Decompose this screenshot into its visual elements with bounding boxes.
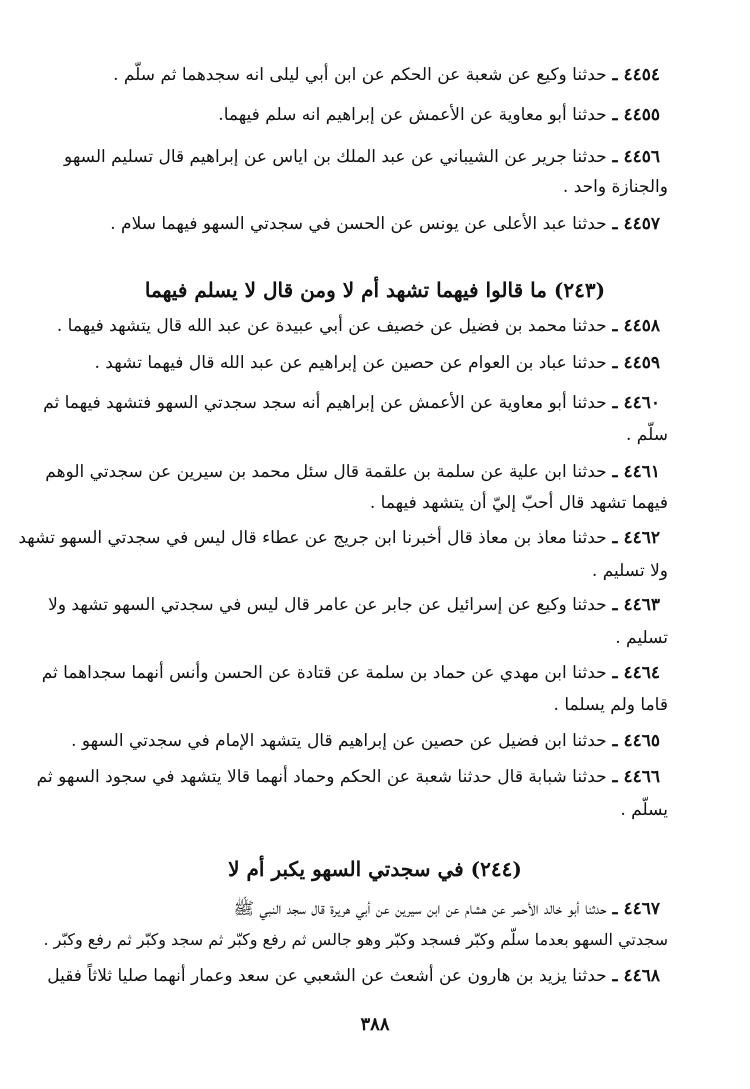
entry-4455-line-1: ٤٤٥٥ ـ حدثنا أبو معاوية عن الأعمش عن إبراهيم انه سلم فيهما. (218, 105, 660, 125)
entry-4459-line-1: ٤٤٥٩ ـ حدثنا عباد بن العوام عن حصين عن إبراهيم عن عبد الله قال فيهما تشهد . (94, 353, 660, 373)
entry-4457-line-1: ٤٤٥٧ ـ حدثنا عبد الأعلى عن يونس عن الحسن في سجدتي السهو فيهما سلام . (110, 214, 660, 234)
entry-4462-line-2: ولا تسليم . (591, 561, 668, 581)
entry-number: ٤٤٦١ (623, 462, 660, 482)
entry-4456-line-1: ٤٤٥٦ ـ حدثنا جرير عن الشيباني عن عبد الملك بن اياس عن إبراهيم قال تسليم السهو (64, 147, 660, 167)
entry-4464-line-2: قاما ولم يسلما . (553, 695, 668, 715)
entry-number: ٤٤٦٨ (623, 966, 660, 986)
entry-number: ٤٤٥٥ (623, 105, 660, 125)
entry-4461-line-1: ٤٤٦١ ـ حدثنا ابن علية عن سلمة بن علقمة قال سئل محمد بن سيرين عن سجدتي الوهم (45, 462, 660, 482)
entry-4467-line-1: ٤٤٦٧ ـ حدثنا أبو خالد الأحمر عن هشام عن ابن سيرين عن أبي هريرة قال سجد النبي ﷺ (233, 899, 660, 919)
entry-4467-line-2: سجدتي السهو بعدما سلّم وكبّر فسجد وكبّر وهو جالس ثم رفع وكبّر ثم سجد وكبّر ثم رفع وكبّر . (43, 930, 668, 949)
entry-4454-line-1: ٤٤٥٤ ـ حدثنا وكيع عن شعبة عن الحكم عن ابن أبي ليلى انه سجدهما ثم سلّم . (113, 65, 660, 85)
entry-4468-line-1: ٤٤٦٨ ـ حدثنا يزيد بن هارون عن أشعث عن الشعبي عن سعد وعمار أنهما صليا ثلاثاً فقيل (47, 966, 660, 986)
entry-4462-line-1: ٤٤٦٢ ـ حدثنا معاذ بن معاذ قال أخبرنا ابن جريج عن عطاء قال ليس في سجدتي السهو تشهد (18, 528, 660, 548)
entry-4466-line-1: ٤٤٦٦ ـ حدثنا شبابة قال حدثنا شعبة عن الحكم وحماد أنهما قالا يتشهد في سجود السهو ثم (36, 767, 660, 787)
entry-4461-line-2: فيهما تشهد قال أحبّ إليّ أن يتشهد فيهما . (369, 493, 668, 513)
entry-number: ٤٤٦٧ (623, 899, 660, 919)
entry-number: ٤٤٦٠ (623, 393, 660, 413)
entry-number: ٤٤٥٦ (623, 147, 660, 167)
entry-4460-line-1: ٤٤٦٠ ـ حدثنا أبو معاوية عن الأعمش عن إبراهيم أنه سجد سجدتي السهو فتشهد فيهما ثم (43, 393, 660, 413)
section-heading-244: (٢٤٤) في سجدتي السهو يكبر أم لا (228, 857, 522, 881)
entry-number: ٤٤٦٥ (623, 731, 660, 751)
entry-number: ٤٤٥٧ (623, 214, 660, 234)
entry-4463-line-1: ٤٤٦٣ ـ حدثنا وكيع عن إسرائيل عن جابر عن عامر قال ليس في سجدتي السهو تشهد ولا (48, 595, 660, 615)
entry-4458-line-1: ٤٤٥٨ ـ حدثنا محمد بن فضيل عن خصيف عن أبي عبيدة عن عبد الله قال يتشهد فيهما . (56, 316, 660, 336)
entry-number: ٤٤٥٤ (623, 65, 660, 85)
entry-4463-line-2: تسليم . (615, 628, 668, 648)
section-heading-243: (٢٤٣) ما قالوا فيهما تشهد أم لا ومن قال لا يسلم فيهما (144, 278, 606, 302)
entry-number: ٤٤٦٣ (623, 595, 660, 615)
entry-number: ٤٤٦٢ (623, 528, 660, 548)
entry-4465-line-1: ٤٤٦٥ ـ حدثنا ابن فضيل عن حصين عن إبراهيم قال يتشهد الإمام في سجدتي السهو . (71, 731, 660, 751)
entry-4460-line-2: سلّم . (626, 425, 668, 445)
entry-number: ٤٤٥٨ (623, 316, 660, 336)
entry-4456-line-2: والجنازة واحد . (562, 177, 668, 197)
entry-number: ٤٤٦٤ (623, 663, 660, 683)
entry-number: ٤٤٥٩ (623, 353, 660, 373)
entry-4466-line-2: يسلّم . (620, 800, 668, 820)
page-number: ٣٨٨ (360, 1014, 390, 1035)
entry-4464-line-1: ٤٤٦٤ ـ حدثنا ابن مهدي عن حماد بن سلمة عن قتادة عن الحسن وأنس أنهما سجداهما ثم (41, 663, 660, 683)
entry-number: ٤٤٦٦ (623, 767, 660, 787)
